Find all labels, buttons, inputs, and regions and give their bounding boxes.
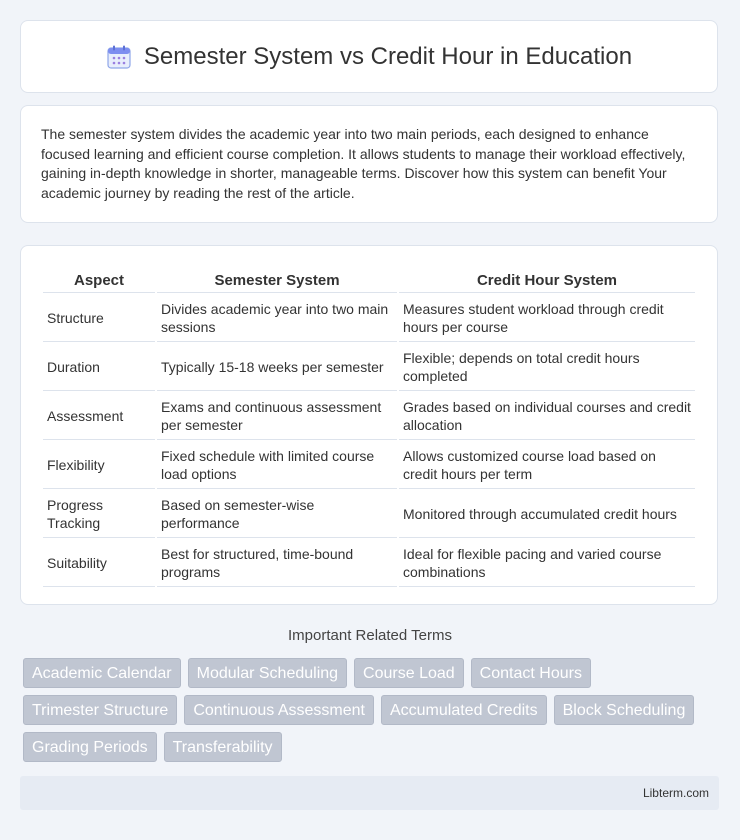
- table-header-row: [43, 268, 695, 293]
- column-header-credit: Credit Hour System: [399, 268, 695, 293]
- column-header-semester: Semester System: [157, 268, 397, 293]
- table-row: [43, 540, 695, 587]
- tag-modular-scheduling[interactable]: Modular Scheduling: [188, 658, 347, 688]
- cell-semester: Based on semester-wise performance: [157, 491, 397, 538]
- cell-credit: Allows customized course load based on credit hours per term: [399, 442, 695, 489]
- calendar-icon: [106, 44, 132, 70]
- cell-credit: Ideal for flexible pacing and varied course combinations: [399, 540, 695, 587]
- cell-semester: Exams and continuous assessment per semester: [157, 393, 397, 440]
- tag-grading-periods[interactable]: Grading Periods: [23, 732, 157, 762]
- column-header-aspect: Aspect: [43, 268, 155, 293]
- cell-credit: Monitored through accumulated credit hours: [399, 491, 695, 538]
- comparison-table-card: [20, 245, 718, 605]
- related-terms-list: [23, 658, 723, 762]
- cell-credit: Measures student workload through credit hours per course: [399, 295, 695, 342]
- table-row: [43, 442, 695, 489]
- cell-credit: Grades based on individual courses and credit allocation: [399, 393, 695, 440]
- page-title: Semester System vs Credit Hour in Education: [143, 42, 633, 70]
- intro-text: The semester system divides the academic year into two main periods, each designed to enhance focused learning and efficient course completion. It allows students to manage their workload effectively, gaining in-depth knowledge in shorter, manageable terms. Discover how this system can benefit Your academic journey by reading the rest of the article.: [41, 126, 686, 201]
- table-row: [43, 295, 695, 342]
- cell-semester: Divides academic year into two main sessions: [157, 295, 397, 342]
- tag-continuous-assessment[interactable]: Continuous Assessment: [184, 695, 374, 725]
- tag-contact-hours[interactable]: Contact Hours: [471, 658, 591, 688]
- cell-aspect: Progress Tracking: [43, 491, 155, 538]
- cell-semester: Typically 15-18 weeks per semester: [157, 344, 397, 391]
- table-row: [43, 491, 695, 538]
- related-terms-title: Important Related Terms: [288, 627, 452, 644]
- cell-semester: Best for structured, time-bound programs: [157, 540, 397, 587]
- cell-credit: Flexible; depends on total credit hours completed: [399, 344, 695, 391]
- cell-aspect: Assessment: [43, 393, 155, 440]
- cell-aspect: Suitability: [43, 540, 155, 587]
- tag-block-scheduling[interactable]: Block Scheduling: [554, 695, 695, 725]
- footer-site-link[interactable]: Libterm.com: [642, 786, 709, 800]
- comparison-table: [41, 266, 697, 589]
- table-row: [43, 393, 695, 440]
- title-wrap: [106, 43, 632, 71]
- tag-course-load[interactable]: Course Load: [354, 658, 464, 688]
- footer: [20, 776, 719, 810]
- cell-aspect: Flexibility: [43, 442, 155, 489]
- tag-transferability[interactable]: Transferability: [164, 732, 282, 762]
- header-card: [20, 20, 718, 93]
- intro-card: [20, 105, 718, 223]
- cell-semester: Fixed schedule with limited course load options: [157, 442, 397, 489]
- cell-aspect: Duration: [43, 344, 155, 391]
- table-row: [43, 344, 695, 391]
- tag-trimester-structure[interactable]: Trimester Structure: [23, 695, 177, 725]
- cell-aspect: Structure: [43, 295, 155, 342]
- tag-academic-calendar[interactable]: Academic Calendar: [23, 658, 181, 688]
- tag-accumulated-credits[interactable]: Accumulated Credits: [381, 695, 547, 725]
